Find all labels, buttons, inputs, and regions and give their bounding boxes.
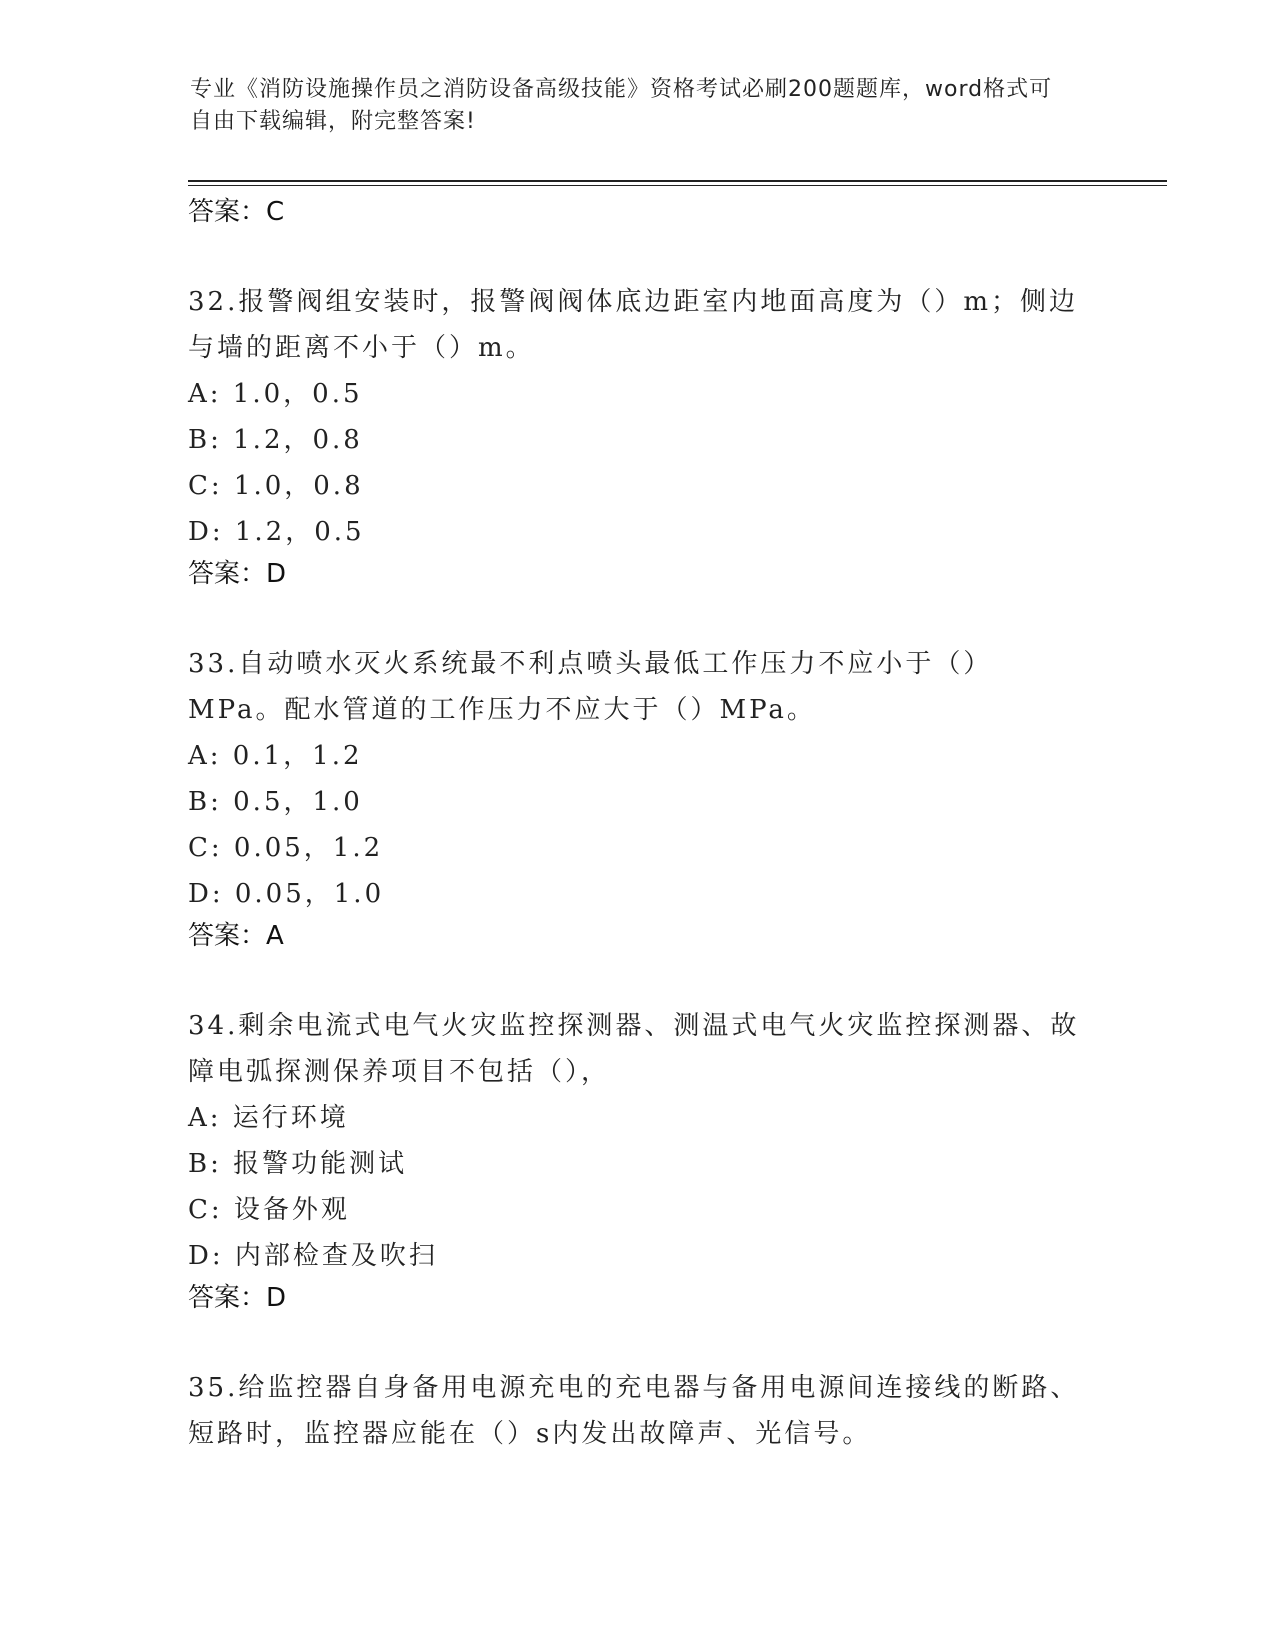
question-stem: 35.给监控器自身备用电源充电的充电器与备用电源间连接线的断路、短路时，监控器应能在（）s内发出故障声、光信号。 bbox=[188, 1373, 1080, 1449]
option-d: D: 1.2，0.5 bbox=[188, 517, 365, 547]
answer-line: 答案：A bbox=[188, 921, 284, 951]
option-a: A: 0.1，1.2 bbox=[188, 741, 363, 771]
option-b: B: 1.2，0.8 bbox=[188, 425, 363, 455]
question-33 bbox=[188, 641, 1088, 955]
answer-line: 答案：C bbox=[188, 197, 285, 227]
question-34 bbox=[188, 1003, 1088, 1317]
option-c: C: 设备外观 bbox=[188, 1195, 350, 1225]
option-b: B: 0.5，1.0 bbox=[188, 787, 363, 817]
option-c: C: 0.05，1.2 bbox=[188, 833, 384, 863]
option-a: A: 运行环境 bbox=[188, 1103, 349, 1133]
question-35 bbox=[188, 1365, 1088, 1457]
question-32 bbox=[188, 279, 1088, 593]
document-header: 专业《消防设施操作员之消防设备高级技能》资格考试必刷200题题库，word格式可自由下载编辑，附完整答案! bbox=[190, 77, 1053, 134]
option-d: D: 0.05，1.0 bbox=[188, 879, 385, 909]
question-list bbox=[188, 193, 1088, 1457]
answer-line: 答案：D bbox=[188, 559, 287, 589]
option-d: D: 内部检查及吹扫 bbox=[188, 1241, 438, 1271]
option-b: B: 报警功能测试 bbox=[188, 1149, 408, 1179]
question-stem: 32.报警阀组安装时，报警阀阀体底边距室内地面高度为（）m；侧边与墙的距离不小于（）m。 bbox=[188, 287, 1079, 363]
option-c: C: 1.0，0.8 bbox=[188, 471, 364, 501]
question-stem: 34.剩余电流式电气火灾监控探测器、测温式电气火灾监控探测器、故障电弧探测保养项目不包括（）， bbox=[188, 1011, 1080, 1087]
option-a: A: 1.0，0.5 bbox=[188, 379, 363, 409]
header-divider-thin bbox=[188, 185, 1167, 186]
answer-line: 答案：D bbox=[188, 1283, 287, 1313]
header-divider-thick bbox=[188, 180, 1167, 182]
question-stem: 33.自动喷水灭火系统最不利点喷头最低工作压力不应小于（）MPa。配水管道的工作压力不应大于（）MPa。 bbox=[188, 649, 993, 725]
